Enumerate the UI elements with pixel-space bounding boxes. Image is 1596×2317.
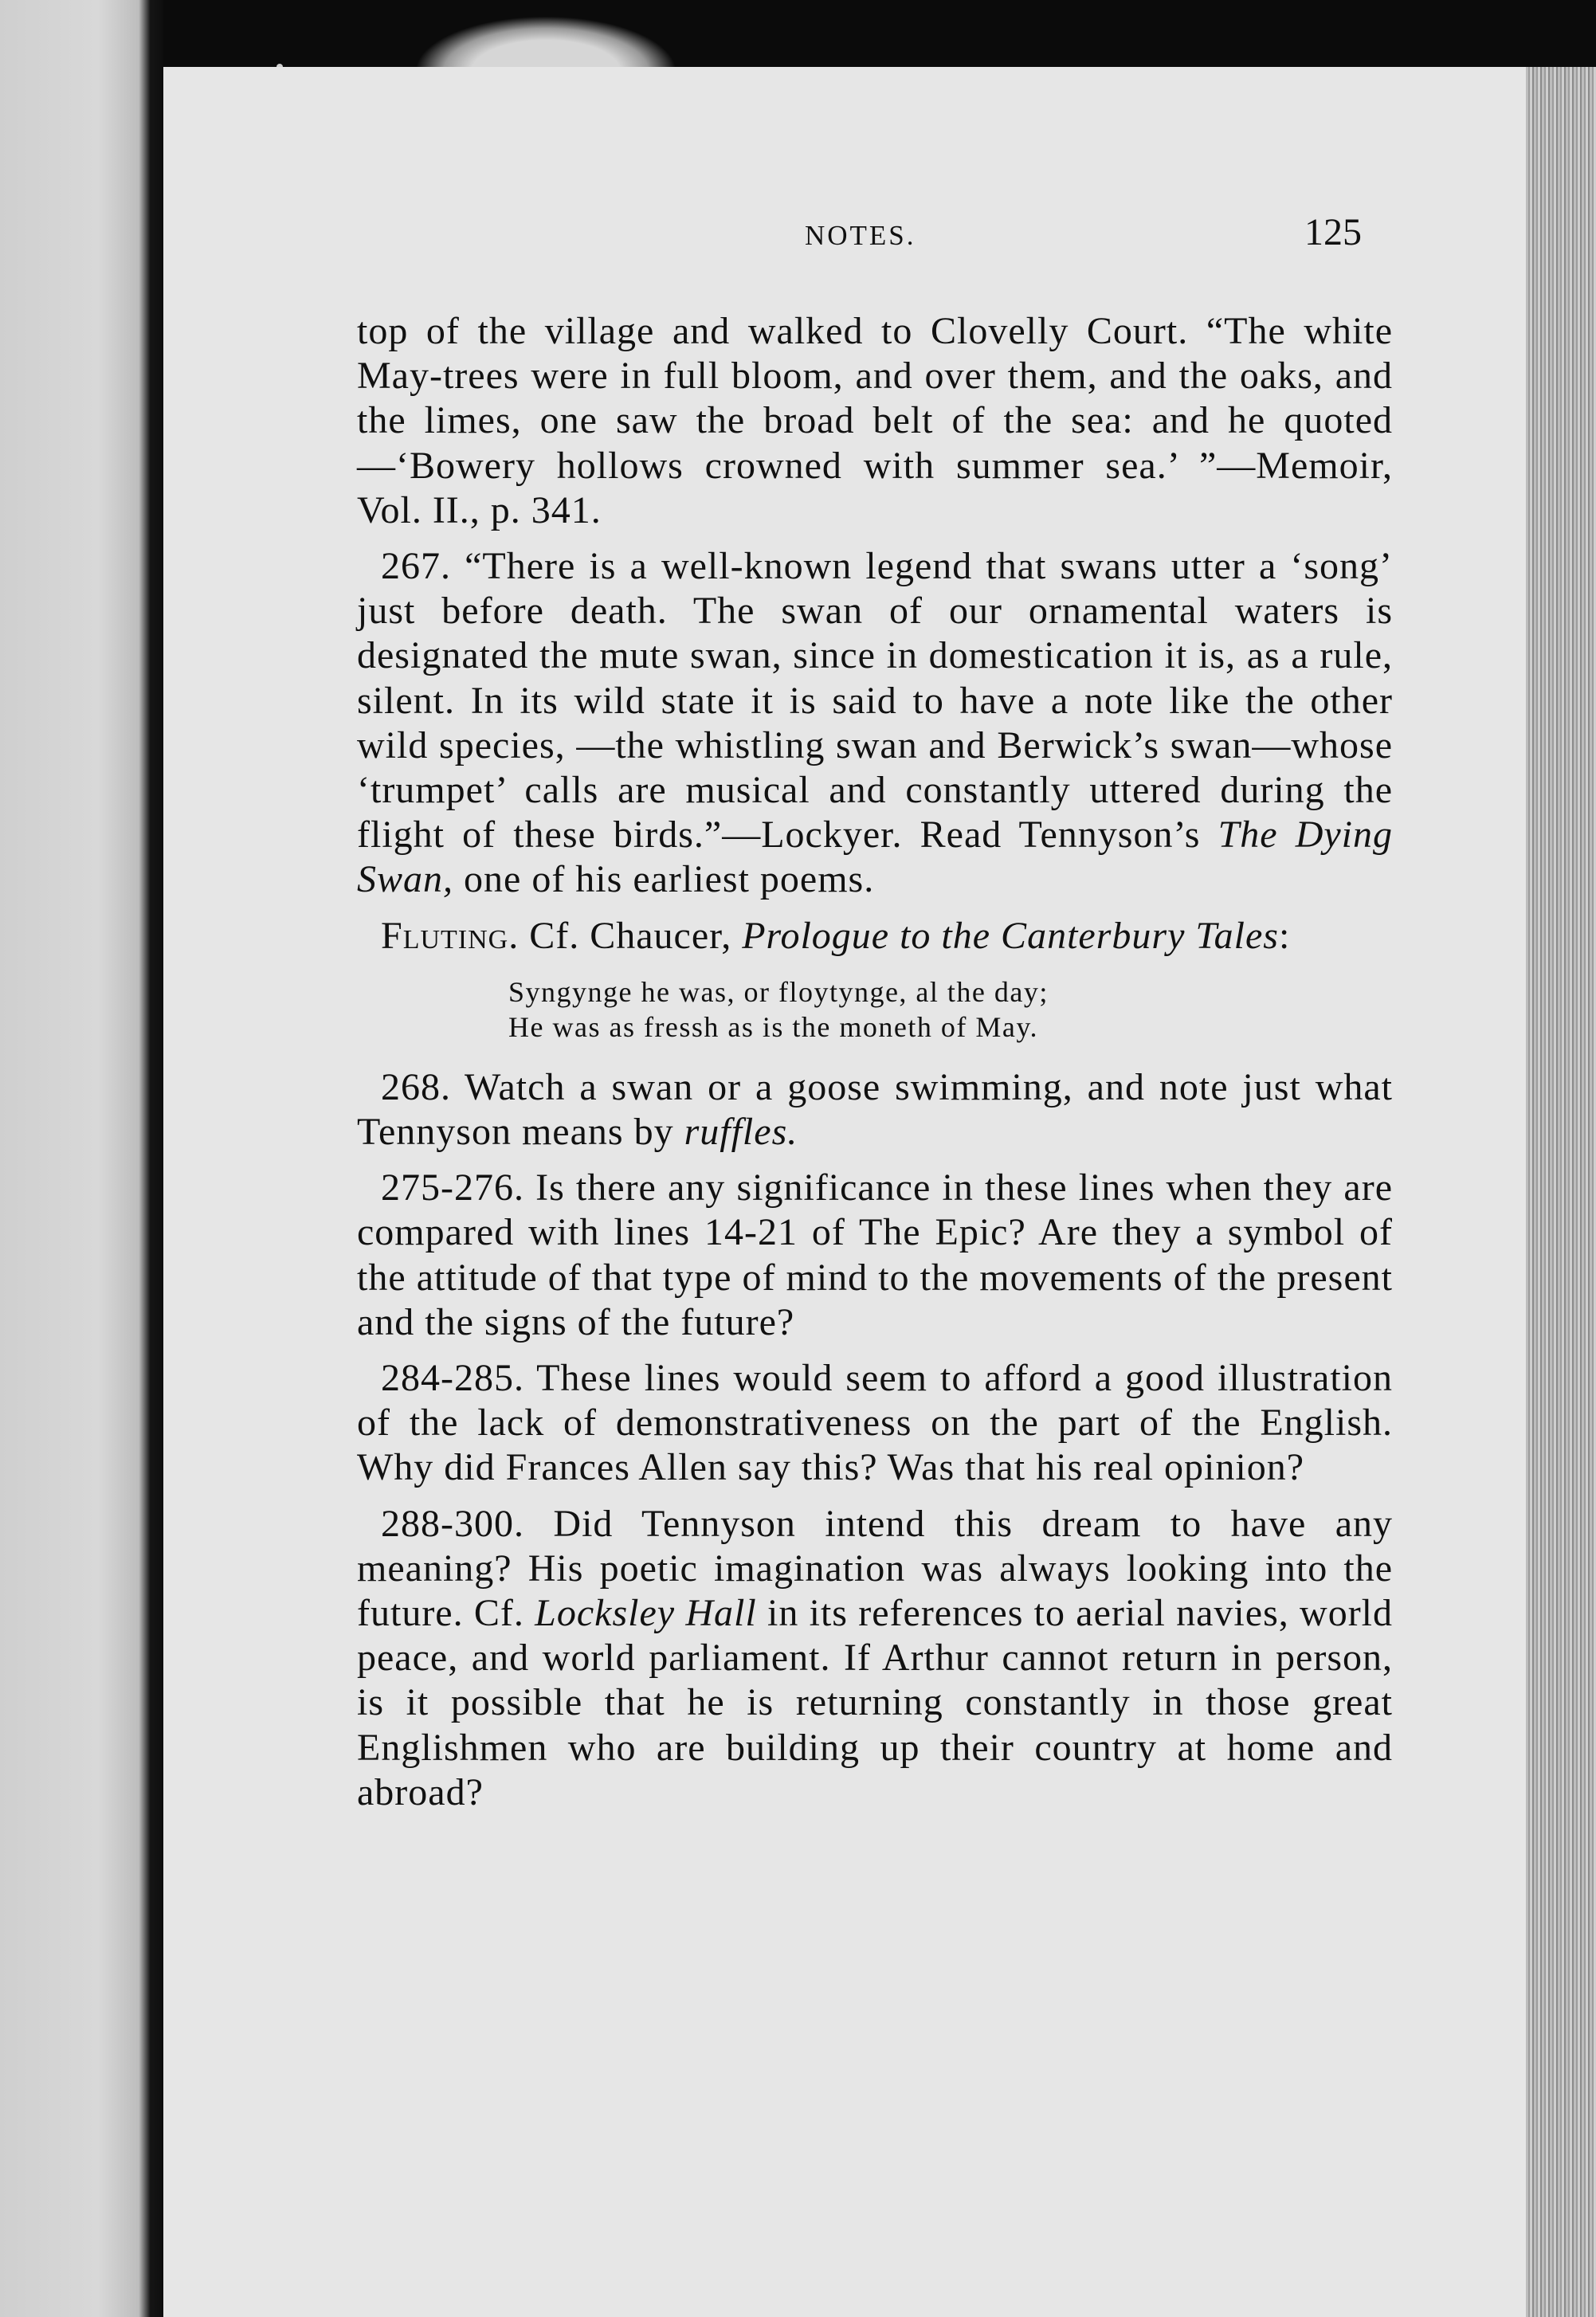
italic-title: The Dying Swan, [357, 813, 1393, 901]
note-paragraph: Fluting. Cf. Chaucer, Prologue to the Canterbury Tales: [381, 914, 1291, 957]
note-paragraph: 288-300. Did Tennyson intend this dream to have any meaning? His poetic imagination was always looking into the future. Cf. Locksley Hall in its references to aerial navies, world peace, and world parliament. If Arthur cannot return in person, is it possible that he is returning constantly in those great Englishmen who are building up their country at home and abroad? [357, 1502, 1394, 1813]
verse-line: Syngynge he was, or floytynge, al the day; [508, 975, 1049, 1008]
verse-quote [508, 974, 1393, 1045]
torn-paper-fragment [414, 16, 677, 72]
italic-title: Prologue to the Canterbury Tales [742, 914, 1279, 957]
italic-word: ruffles. [684, 1111, 798, 1154]
italic-title: Locksley Hall [535, 1592, 757, 1635]
notes-body [357, 309, 1393, 1826]
note-paragraph: 284-285. These lines would seem to afford a good illustration of the lack of demonstrativeness on the part of the English. Why did Frances Allen say this? Was that his real opinion? [357, 1357, 1393, 1489]
note-term: Fluting. [381, 914, 520, 957]
page-stack-edge [1526, 67, 1596, 2317]
verse-line: He was as fressh as is the moneth of May. [508, 1010, 1039, 1043]
note-paragraph: 267. “There is a well-known legend that swans utter a ‘song’ just before death. The swan of our ornamental waters is designated the mute swan, since in domestication it is, as a rule, silent. In its wild state it is said to have a note like the other wild species, —the whistling swan and Berwick’s swan—whose ‘trumpet’ calls are musical and constantly uttered during the flight of these birds.”—Lockyer. Read Tennyson’s The Dying Swan, one of his earliest poems. [357, 545, 1393, 901]
note-paragraph: 275-276. Is there any significance in these lines when they are compared with lines 14-21 of The Epic? Are they a symbol of the attitude of that type of mind to the movements of the present and the signs of the future? [357, 1166, 1393, 1343]
page-number: 125 [1304, 211, 1362, 253]
running-head: NOTES. [805, 220, 916, 251]
left-page-edge [0, 0, 163, 2317]
note-paragraph: top of the village and walked to Clovelly Court. “The white May-trees were in full bloom, and over them, and the oaks, and the limes, one saw the broad belt of the sea: and he quoted—‘Bowery hollows crowned with summer sea.’ ”—Memoir, Vol. II., p. 341. [357, 310, 1393, 531]
note-paragraph: 268. Watch a swan or a goose swimming, and note just what Tennyson means by ruffles. [357, 1065, 1393, 1154]
